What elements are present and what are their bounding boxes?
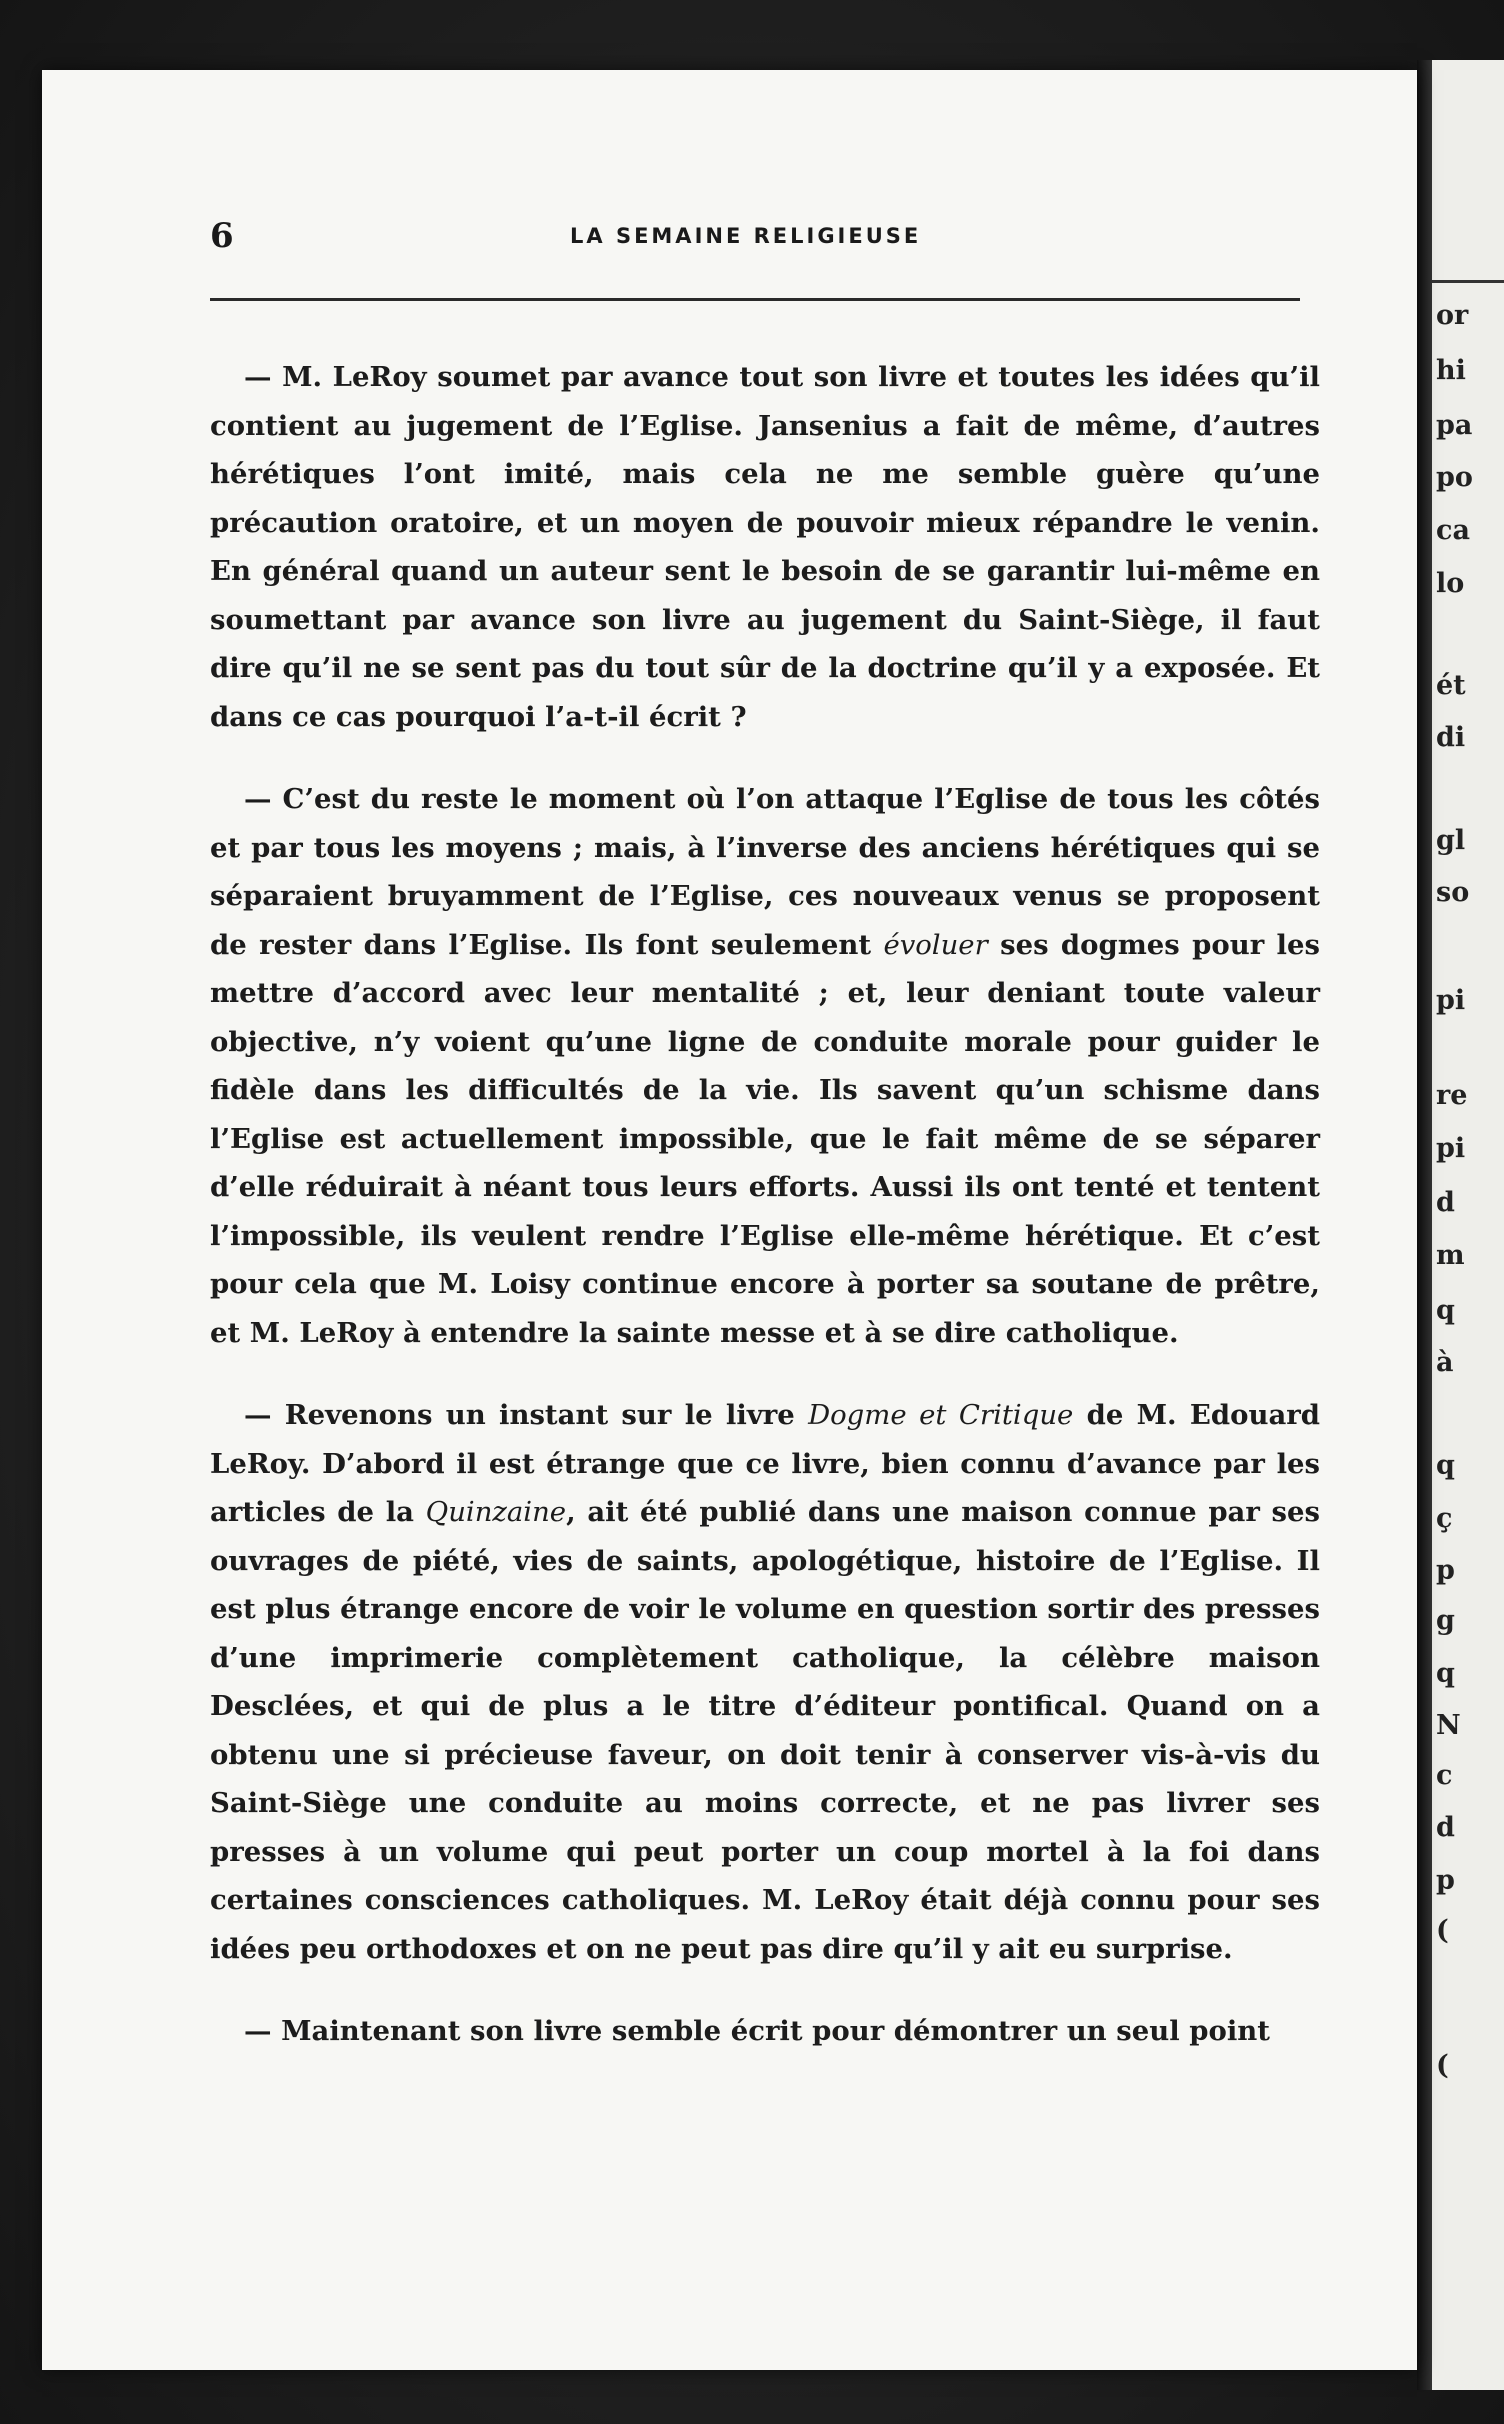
- facing-page-fragment: à: [1436, 1347, 1454, 1378]
- facing-page-fragment: di: [1436, 722, 1466, 753]
- facing-page-fragment: q: [1436, 1450, 1455, 1481]
- facing-page-fragment: pi: [1436, 985, 1466, 1016]
- facing-page-fragment: p: [1436, 1555, 1455, 1586]
- facing-page-fragment: p: [1436, 1865, 1455, 1896]
- paragraph-3: [210, 1391, 1320, 1973]
- facing-page-fragment: ç: [1436, 1503, 1453, 1534]
- running-head: [210, 210, 1350, 270]
- italic-term-evoluer: évoluer: [883, 928, 988, 961]
- page-number: 6: [210, 216, 234, 256]
- facing-page-fragment: (: [1436, 2050, 1449, 2081]
- italic-periodical-title: Quinzaine: [425, 1496, 567, 1528]
- facing-page-fragment: gl: [1436, 825, 1466, 856]
- facing-page-fragment: pi: [1436, 1133, 1466, 1164]
- paragraph-4: [210, 2007, 1320, 2056]
- facing-page-fragment: or: [1436, 300, 1469, 331]
- facing-page-rule: [1432, 280, 1504, 283]
- facing-page-fragment: so: [1436, 877, 1470, 908]
- italic-book-title: Dogme et Critique: [808, 1399, 1074, 1431]
- facing-page-fragment: d: [1436, 1187, 1455, 1218]
- facing-page-fragment: re: [1436, 1080, 1468, 1111]
- journal-title: LA SEMAINE RELIGIEUSE: [570, 224, 922, 248]
- facing-page-fragment: hi: [1436, 355, 1466, 386]
- book-gutter: [1417, 60, 1432, 2390]
- paragraph-2: [210, 775, 1320, 1357]
- body-text: [210, 353, 1320, 2056]
- paragraph-2-text-a: — C’est du reste le moment où l’on attaque l’Eglise de tous les côtés et par tous les moyens ; mais, à l’inverse des anciens hérétiques qui se séparaient bruyamment de l’Eglise, ces nouveaux venus se proposent de rester dans l’Eglise. Ils font seulement: [210, 783, 1320, 961]
- paragraph-1: [210, 353, 1320, 741]
- paragraph-3-text-b: de M. Edouard LeRoy. D’abord il est étrange que ce livre, bien connu d’avance par les articles de la: [210, 1399, 1320, 1528]
- facing-page-fragment: m: [1436, 1240, 1465, 1271]
- facing-page-fragment: g: [1436, 1605, 1455, 1636]
- facing-page-fragment: d: [1436, 1812, 1455, 1843]
- facing-page-fragment: pa: [1436, 410, 1473, 441]
- paragraph-3-text-a: — Revenons un instant sur le livre: [244, 1399, 809, 1431]
- page-content: [210, 210, 1350, 2056]
- facing-page-fragment: c: [1436, 1760, 1453, 1791]
- facing-page-fragment: q: [1436, 1658, 1455, 1689]
- facing-page-fragment: q: [1436, 1295, 1455, 1326]
- facing-page-fragment: po: [1436, 462, 1473, 493]
- facing-page-fragment: ca: [1436, 515, 1470, 546]
- facing-page-fragment: ét: [1436, 670, 1466, 701]
- facing-page-fragment: lo: [1436, 568, 1465, 599]
- paragraph-2-text-b: ses dogmes pour les mettre d’accord avec leur mentalité ; et, leur deniant toute valeur objective, n’y voient qu’une ligne de conduite morale pour guider le fidèle dans les difficultés de la vie. Ils savent qu’un schisme dans l’Eglise est actuellement impossible, que le fait même de se séparer d’elle réduirait à néant tous leurs efforts. Aussi ils ont tenté et tentent l’impossible, ils veulent rendre l’Eglise elle-même hérétique. Et c’est pour cela que M. Loisy continue encore à porter sa soutane de prêtre, et M. LeRoy à entendre la sainte messe et à se dire catholique.: [210, 928, 1320, 1349]
- facing-page-fragment: (: [1436, 1915, 1449, 1946]
- facing-page-fragment: N: [1436, 1710, 1461, 1741]
- paragraph-1-text: — M. LeRoy soumet par avance tout son livre et toutes les idées qu’il contient au jugement de l’Eglise. Jansenius a fait de même, d’autres hérétiques l’ont imité, mais cela ne me semble guère qu’une précaution oratoire, et un moyen de pouvoir mieux répandre le venin. En général quand un auteur sent le besoin de se garantir lui-même en soumettant par avance son livre au jugement du Saint-Siège, il faut dire qu’il ne se sent pas du tout sûr de la doctrine qu’il y a exposée. Et dans ce cas pourquoi l’a-t-il écrit ?: [210, 361, 1320, 733]
- paragraph-4-text: — Maintenant son livre semble écrit pour démontrer un seul point: [244, 2015, 1270, 2047]
- header-rule: [210, 298, 1300, 301]
- paragraph-3-text-c: , ait été publié dans une maison connue par ses ouvrages de piété, vies de saints, apologétique, histoire de l’Eglise. Il est plus étrange encore de voir le volume en question sortir des presses d’une imprimerie complètement catholique, la célèbre maison Desclées, et qui de plus a le titre d’éditeur pontifical. Quand on a obtenu une si précieuse faveur, on doit tenir à conserver vis-à-vis du Saint-Siège une conduite au moins correcte, et ne pas livrer ses presses à un volume qui peut porter un coup mortel à la foi dans certaines consciences catholiques. M. LeRoy était déjà connu pour ses idées peu orthodoxes et on ne peut pas dire qu’il y ait eu surprise.: [210, 1496, 1321, 1965]
- facing-page-edge: [1432, 60, 1504, 2390]
- document-page: [42, 70, 1417, 2370]
